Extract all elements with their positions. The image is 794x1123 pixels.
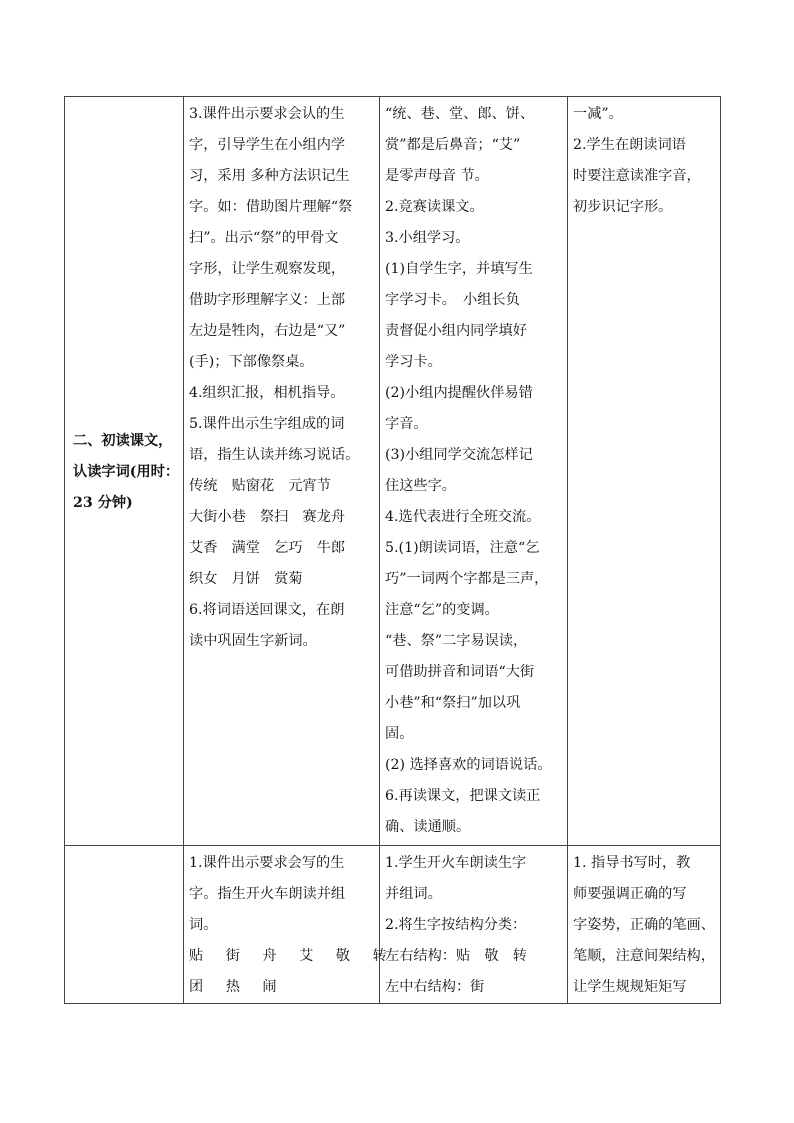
text-line: 2.竞赛读课文。 <box>385 199 484 215</box>
text-line: 一减”。 <box>573 106 623 122</box>
student-activity-cell <box>380 846 568 1004</box>
character-list-line: 团 热 闹 <box>189 979 286 995</box>
text-line: 3.课件出示要求会认的生 <box>189 106 345 122</box>
text-line: 初步识记字形。 <box>573 199 673 215</box>
text-line: (2) 选择喜欢的词语说话。 <box>385 757 552 773</box>
text-line: (2)小组内提醒伙伴易错 <box>385 385 533 401</box>
text-line: 4.组织汇报，相机指导。 <box>189 385 345 401</box>
text-line: 确、读通顺。 <box>385 819 471 835</box>
teacher-activity-cell <box>184 97 380 846</box>
text-line: 6.将词语送回课文，在朗 <box>189 602 345 618</box>
text-line: 字音。 <box>385 416 428 432</box>
stage-line: 认读字词(用时： <box>73 463 180 480</box>
text-line: 可借助拼音和词语“大街 <box>385 664 535 680</box>
text-line: 词。 <box>189 917 218 933</box>
text-line: 赏”都是后鼻音；“艾” <box>385 137 521 153</box>
text-line: 2.学生在朗读词语 <box>573 137 686 153</box>
text-line: 注意“乞”的变调。 <box>385 602 499 618</box>
text-line: 左右结构：贴 敬 转 <box>385 948 527 964</box>
text-line: “巷、祭”二字易误读， <box>385 633 528 649</box>
word-list-line: 织女 月饼 赏菊 <box>189 571 303 587</box>
text-line: 字姿势，正确的笔画、 <box>573 917 715 933</box>
text-line: 住这些字。 <box>385 478 456 494</box>
word-list-line: 大街小巷 祭扫 赛龙舟 <box>189 509 346 525</box>
student-activity-cell <box>380 97 568 846</box>
word-list-line: 传统 贴窗花 元宵节 <box>189 478 331 494</box>
text-line: 左中右结构：街 <box>385 979 485 995</box>
text-line: 1.学生开火车朗读生字 <box>385 855 527 871</box>
text-line: 师要强调正确的写 <box>573 886 687 902</box>
lesson-plan-table <box>64 96 721 1004</box>
text-line: 借助字形理解字义：上部 <box>189 292 346 308</box>
text-line: 学习卡。 <box>385 354 442 370</box>
text-line: 让学生规规矩矩写 <box>573 979 687 995</box>
table-row <box>65 97 721 846</box>
text-line: (1)自学生字，并填写生 <box>385 261 533 277</box>
stage-line: 二、初读课文， <box>73 432 173 449</box>
text-line: 笔顺，注意间架结构， <box>573 948 715 964</box>
stage-cell <box>65 97 184 846</box>
text-line: 扫”。出示“祭”的甲骨文 <box>189 230 339 246</box>
text-line: 字。如：借助图片理解“祭 <box>189 199 353 215</box>
text-line: 1.课件出示要求会写的生 <box>189 855 345 871</box>
text-line: 责督促小组内同学填好 <box>385 323 527 339</box>
text-line: 3.小组学习。 <box>385 230 470 246</box>
teacher-activity-cell <box>184 846 396 1004</box>
stage-line: 23 分钟) <box>73 494 133 511</box>
text-line: 是零声母音 节。 <box>385 168 489 184</box>
word-list-line: 艾香 满堂 乞巧 牛郎 <box>189 540 346 556</box>
text-line: 6.再读课文，把课文读正 <box>385 788 541 804</box>
text-line: “统、巷、堂、郎、饼、 <box>385 106 535 122</box>
text-line: 巧”一词两个字都是三声， <box>385 571 549 587</box>
text-line: 时要注意读准字音， <box>573 168 701 184</box>
text-line: 左边是牲肉，右边是“又” <box>189 323 346 339</box>
text-line: 语，指生认读并练习说话。 <box>189 447 360 463</box>
text-line: 并组词。 <box>385 886 442 902</box>
text-line: (3)小组同学交流怎样记 <box>385 447 533 463</box>
text-line: (手)；下部像祭桌。 <box>189 354 314 370</box>
text-line: 读中巩固生字新词。 <box>189 633 317 649</box>
text-line: 1. 指导书写时，教 <box>573 855 691 871</box>
text-line: 5.(1)朗读词语，注意“乞 <box>385 540 540 556</box>
text-line: 固。 <box>385 726 414 742</box>
text-line: 4.选代表进行全班交流。 <box>385 509 541 525</box>
text-line: 字学习卡。 小组长负 <box>385 292 520 308</box>
text-line: 小巷”和“祭扫”加以巩 <box>385 695 521 711</box>
text-line: 字。指生开火车朗读并组 <box>189 886 346 902</box>
text-line: 字，引导学生在小组内学 <box>189 137 346 153</box>
character-list-line: 贴 街 舟 艾 敬 转 <box>189 948 396 964</box>
design-notes-cell <box>568 97 721 846</box>
stage-cell <box>65 846 184 1004</box>
design-notes-cell <box>568 846 721 1004</box>
text-line: 5.课件出示生字组成的词 <box>189 416 345 432</box>
text-line: 字形，让学生观察发现， <box>189 261 346 277</box>
table-row <box>65 846 721 1004</box>
text-line: 习，采用 多种方法识记生 <box>189 168 350 184</box>
text-line: 2.将生字按结构分类： <box>385 917 527 933</box>
